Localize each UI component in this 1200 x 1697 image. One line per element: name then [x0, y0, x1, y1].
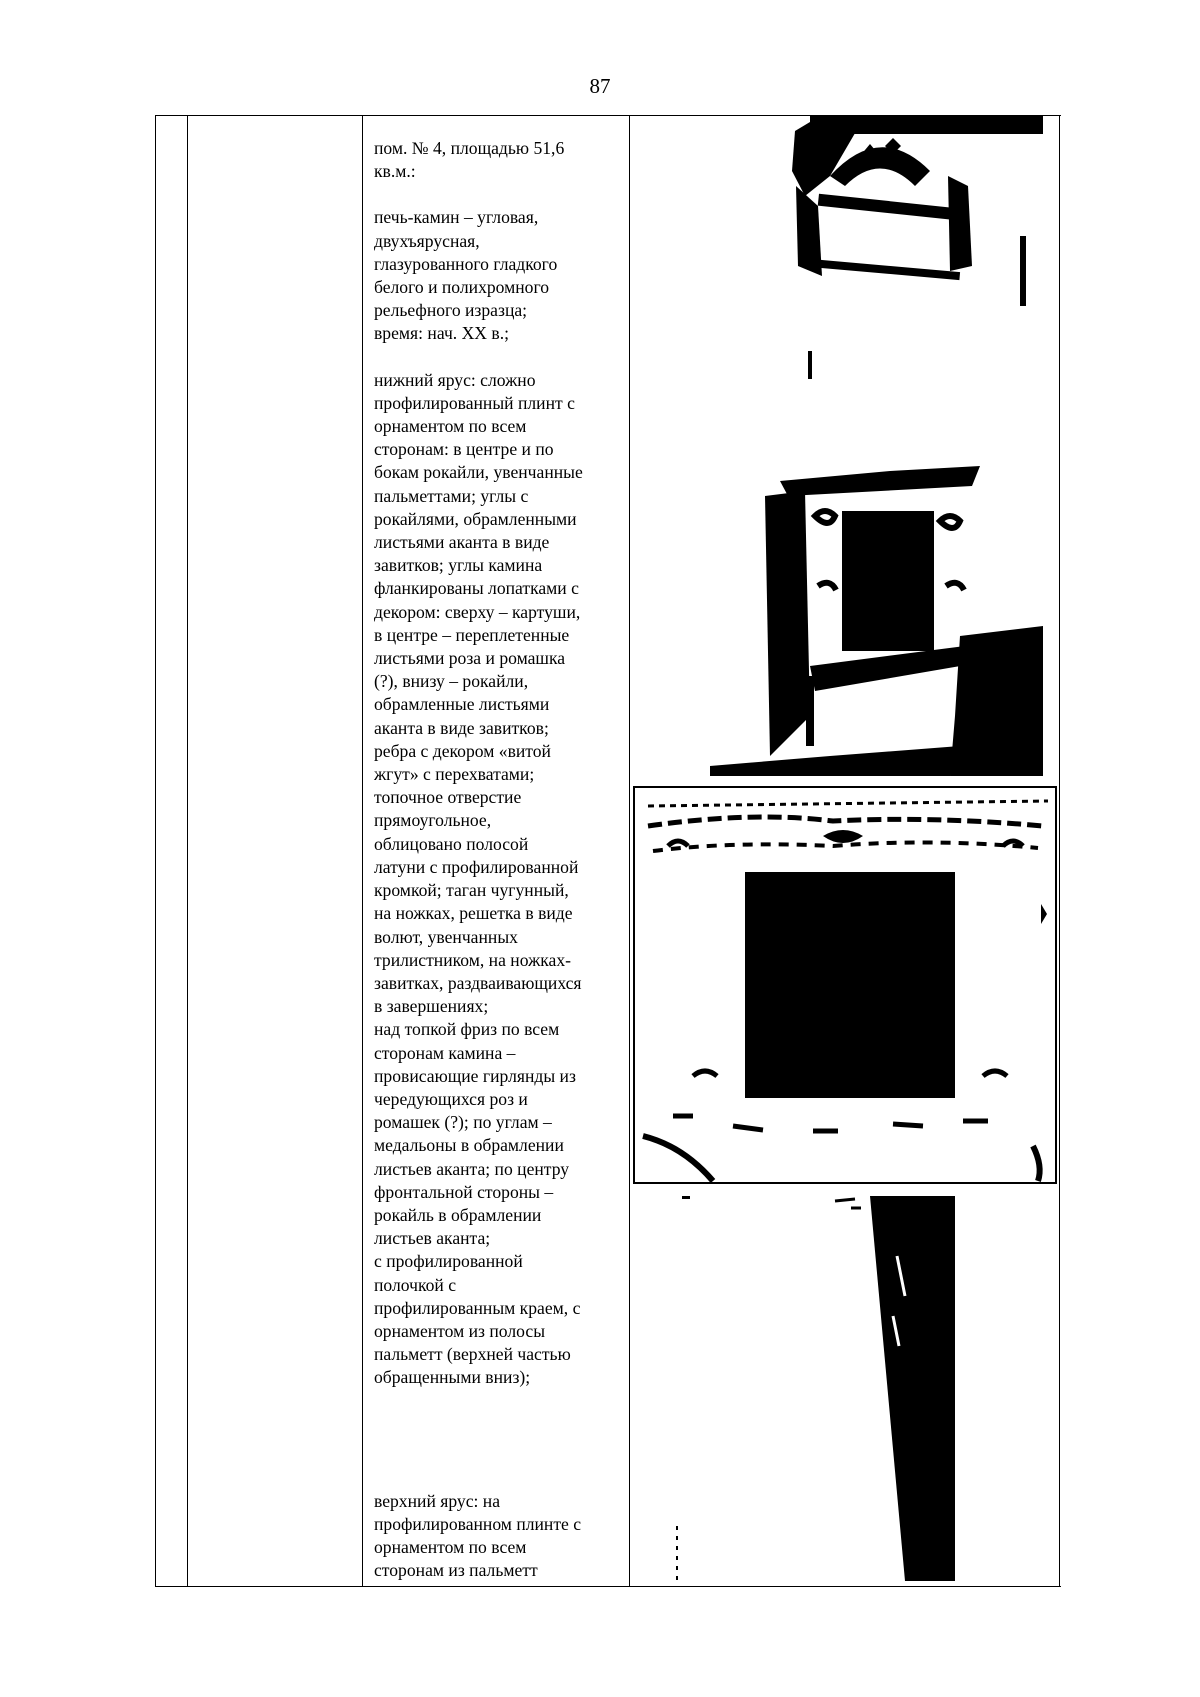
page-number: 87 — [589, 74, 611, 98]
object-info: печь-камин – угловая, двухъярусная, глазурованного гладкого белого и полихромного рельефного изразца; время: нач. XX в.; — [374, 207, 558, 344]
table-border-right — [1059, 116, 1060, 1586]
table-column-divider — [187, 116, 188, 1586]
firebox-closeup-photo — [633, 786, 1057, 1184]
lower-tier-description: нижний ярус: сложно профилированный плинт с орнаментом по всем сторонам: в центре и по бокам рокайли, увенчанные пальметтами; углы с рокайлями, обрамленными листьями аканта в виде завитков; углы камина фланкированы лопатками с декором: сверху – картуши, в центре – переплетенные листьями роза и ромашка (?), внизу – рокайли, обрамленные листьями аканта в виде завитков; ребра с декором «витой жгут» с перехватами; топочное отверстие прямоугольное, облицовано полосой латуни с профилированной кромкой; таган чугунный, на ножках, решетка в виде волют, увенчанных трилистником, на ножках- завитках, раздваивающихся в завершениях; над топкой фриз по всем сторонам камина – провисающие гирлянды из чередующихся роз и ромашек (?); по углам – медальоны в обрамлении листьев аканта; по центру фронтальной стороны – рокайль в обрамлении листьев аканта; с профилированной полочкой с профилированным краем, с орнаментом из полосы пальметт (верхней частью обращенными вниз); — [374, 369, 583, 1388]
stove-overview-photo — [710, 116, 1043, 776]
table-column-divider — [629, 116, 630, 1586]
table-column-divider — [362, 116, 363, 1586]
upper-tier-photo — [655, 1196, 1045, 1586]
description-cell — [374, 137, 624, 1582]
upper-tier-description: верхний ярус: на профилированном плинте с орнаментом по всем сторонам из пальметт — [374, 1490, 582, 1581]
table-border-left — [155, 116, 156, 1586]
object-table — [155, 115, 1061, 1587]
room-info: пом. № 4, площадью 51,6 кв.м.: — [374, 138, 565, 182]
